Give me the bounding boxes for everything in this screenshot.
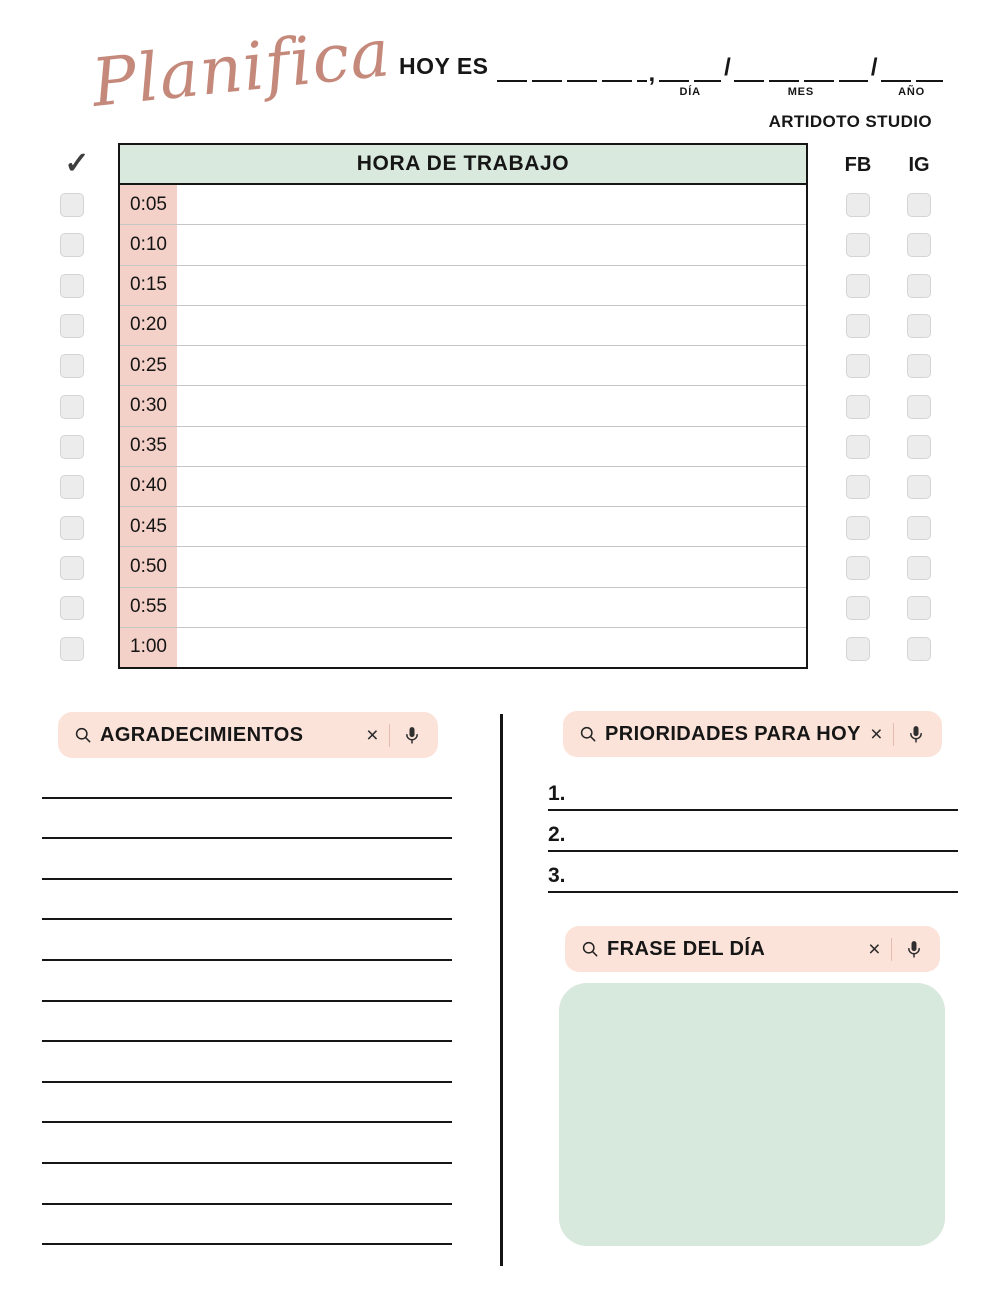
phrase-writing-box[interactable] bbox=[559, 983, 945, 1246]
checkbox-cell bbox=[60, 548, 84, 588]
pill-divider bbox=[893, 723, 895, 746]
column-divider bbox=[500, 714, 503, 1266]
checkbox-cell bbox=[846, 629, 870, 669]
ig-checkbox-column bbox=[907, 185, 931, 669]
worklog-entry-cell[interactable] bbox=[177, 467, 806, 506]
ig-checkbox[interactable] bbox=[907, 314, 931, 338]
fb-checkbox[interactable] bbox=[846, 395, 870, 419]
task-checkbox[interactable] bbox=[60, 193, 84, 217]
task-checkbox[interactable] bbox=[60, 354, 84, 378]
priority-number: 3. bbox=[548, 864, 566, 887]
date-label-year: AÑO bbox=[898, 86, 925, 98]
checkbox-cell bbox=[60, 346, 84, 386]
gratitude-line[interactable] bbox=[42, 839, 452, 880]
gratitude-line[interactable] bbox=[42, 1083, 452, 1124]
worklog-time-label: 1:00 bbox=[120, 628, 177, 667]
clear-icon[interactable]: × bbox=[870, 722, 883, 746]
worklog-time-label: 0:25 bbox=[120, 346, 177, 385]
task-checkbox[interactable] bbox=[60, 233, 84, 257]
worklog-time-label: 0:55 bbox=[120, 588, 177, 627]
checkbox-cell bbox=[846, 306, 870, 346]
date-blank-weekday bbox=[497, 52, 647, 100]
checkbox-cell bbox=[846, 266, 870, 306]
checkbox-cell bbox=[907, 629, 931, 669]
priority-row bbox=[548, 852, 958, 893]
date-blank-month-line[interactable] bbox=[734, 52, 868, 82]
date-blank-year bbox=[881, 52, 943, 100]
worklog-entry-cell[interactable] bbox=[177, 547, 806, 586]
date-row bbox=[399, 52, 943, 100]
worklog-row bbox=[120, 266, 806, 306]
gratitude-line[interactable] bbox=[42, 1042, 452, 1083]
ig-checkbox[interactable] bbox=[907, 193, 931, 217]
worklog-row bbox=[120, 547, 806, 587]
worklog-time-label: 0:20 bbox=[120, 306, 177, 345]
worklog-title: HORA DE TRABAJO bbox=[118, 143, 808, 185]
worklog-entry-cell[interactable] bbox=[177, 507, 806, 546]
worklog-entry-cell[interactable] bbox=[177, 266, 806, 305]
fb-checkbox[interactable] bbox=[846, 314, 870, 338]
gratitude-line[interactable] bbox=[42, 1205, 452, 1246]
priority-row bbox=[548, 811, 958, 852]
task-checkbox[interactable] bbox=[60, 435, 84, 459]
worklog-entry-cell[interactable] bbox=[177, 185, 806, 224]
checkbox-cell bbox=[846, 467, 870, 507]
ig-checkbox[interactable] bbox=[907, 516, 931, 540]
checkbox-cell bbox=[846, 508, 870, 548]
worklog-row bbox=[120, 507, 806, 547]
priority-rows bbox=[548, 770, 958, 893]
worklog-time-label: 0:45 bbox=[120, 507, 177, 546]
checkbox-cell bbox=[60, 629, 84, 669]
worklog-entry-cell[interactable] bbox=[177, 346, 806, 385]
checkbox-cell bbox=[846, 387, 870, 427]
worklog-time-label: 0:35 bbox=[120, 427, 177, 466]
worklog-row bbox=[120, 467, 806, 507]
gratitude-line[interactable] bbox=[42, 1002, 452, 1043]
worklog-entry-cell[interactable] bbox=[177, 588, 806, 627]
worklog-row bbox=[120, 346, 806, 386]
checkbox-cell bbox=[60, 508, 84, 548]
worklog-entry-cell[interactable] bbox=[177, 225, 806, 264]
checkbox-cell bbox=[60, 266, 84, 306]
checkbox-cell bbox=[907, 387, 931, 427]
studio-credit: ARTIDOTO STUDIO bbox=[768, 112, 932, 131]
checkbox-cell bbox=[907, 346, 931, 386]
fb-checkbox[interactable] bbox=[846, 475, 870, 499]
worklog-time-label: 0:10 bbox=[120, 225, 177, 264]
ig-checkbox[interactable] bbox=[907, 596, 931, 620]
worklog-time-label: 0:05 bbox=[120, 185, 177, 224]
worklog-row bbox=[120, 427, 806, 467]
search-icon bbox=[73, 725, 93, 745]
date-blank-weekday-line[interactable] bbox=[497, 52, 647, 82]
pill-divider bbox=[891, 938, 893, 961]
worklog-row bbox=[120, 185, 806, 225]
checkmark-icon: ✓ bbox=[64, 147, 90, 180]
task-checkbox-column bbox=[60, 185, 84, 669]
worklog-time-label: 0:15 bbox=[120, 266, 177, 305]
priority-number: 1. bbox=[548, 782, 566, 805]
checkbox-cell bbox=[907, 225, 931, 265]
checkbox-cell bbox=[60, 427, 84, 467]
checkbox-cell bbox=[907, 427, 931, 467]
search-icon bbox=[578, 724, 598, 744]
ig-checkbox[interactable] bbox=[907, 556, 931, 580]
phrase-header bbox=[565, 926, 940, 972]
task-checkbox[interactable] bbox=[60, 637, 84, 661]
gratitude-line[interactable] bbox=[42, 799, 452, 840]
microphone-icon[interactable] bbox=[402, 725, 422, 745]
date-label-month: MES bbox=[787, 86, 814, 98]
phrase-title: FRASE DEL DÍA bbox=[607, 937, 766, 960]
checkbox-cell bbox=[60, 306, 84, 346]
gratitude-line[interactable] bbox=[42, 758, 452, 799]
worklog-row bbox=[120, 628, 806, 667]
worklog-entry-cell[interactable] bbox=[177, 628, 806, 667]
priority-row bbox=[548, 770, 958, 811]
task-checkbox[interactable] bbox=[60, 314, 84, 338]
worklog-row bbox=[120, 588, 806, 628]
gratitude-line[interactable] bbox=[42, 1164, 452, 1205]
worklog-row bbox=[120, 306, 806, 346]
brand-logo: Planifica bbox=[88, 14, 395, 122]
task-checkbox[interactable] bbox=[60, 475, 84, 499]
checkbox-cell bbox=[907, 508, 931, 548]
ig-checkbox[interactable] bbox=[907, 354, 931, 378]
worklog-entry-cell[interactable] bbox=[177, 386, 806, 425]
fb-checkbox[interactable] bbox=[846, 516, 870, 540]
clear-icon[interactable]: × bbox=[868, 937, 881, 961]
checkbox-cell bbox=[907, 588, 931, 628]
fb-checkbox[interactable] bbox=[846, 193, 870, 217]
ig-checkbox[interactable] bbox=[907, 233, 931, 257]
date-slash-1: / bbox=[724, 54, 731, 81]
checkbox-cell bbox=[907, 467, 931, 507]
ig-checkbox[interactable] bbox=[907, 274, 931, 298]
pill-divider bbox=[389, 724, 391, 747]
ig-checkbox[interactable] bbox=[907, 435, 931, 459]
checkbox-cell bbox=[846, 588, 870, 628]
worklog-time-label: 0:30 bbox=[120, 386, 177, 425]
worklog-row bbox=[120, 386, 806, 426]
date-blank-day-line[interactable] bbox=[659, 52, 721, 82]
checkbox-cell bbox=[846, 548, 870, 588]
gratitude-line[interactable] bbox=[42, 961, 452, 1002]
worklog-entry-cell[interactable] bbox=[177, 306, 806, 345]
checkbox-cell bbox=[907, 306, 931, 346]
worklog-time-label: 0:40 bbox=[120, 467, 177, 506]
fb-checkbox-column bbox=[846, 185, 870, 669]
checkbox-cell bbox=[907, 185, 931, 225]
worklog-time-label: 0:50 bbox=[120, 547, 177, 586]
date-prompt: HOY ES bbox=[399, 53, 489, 79]
task-checkbox[interactable] bbox=[60, 274, 84, 298]
fb-checkbox[interactable] bbox=[846, 233, 870, 257]
worklog-entry-cell[interactable] bbox=[177, 427, 806, 466]
task-checkbox[interactable] bbox=[60, 395, 84, 419]
fb-checkbox[interactable] bbox=[846, 354, 870, 378]
gratitude-header bbox=[58, 712, 438, 758]
ig-checkbox[interactable] bbox=[907, 395, 931, 419]
date-label-day: DÍA bbox=[679, 86, 701, 98]
ig-checkbox[interactable] bbox=[907, 637, 931, 661]
priorities-header bbox=[563, 711, 942, 757]
date-blank-month bbox=[734, 52, 868, 100]
date-slash-2: / bbox=[870, 54, 878, 81]
checkbox-cell bbox=[60, 387, 84, 427]
search-icon bbox=[580, 939, 600, 959]
task-checkbox[interactable] bbox=[60, 556, 84, 580]
checkbox-cell bbox=[60, 467, 84, 507]
fb-checkbox[interactable] bbox=[846, 556, 870, 580]
checkbox-cell bbox=[907, 266, 931, 306]
gratitude-line[interactable] bbox=[42, 1123, 452, 1164]
date-blank-day bbox=[659, 52, 721, 100]
clear-icon[interactable]: × bbox=[366, 723, 379, 747]
fb-checkbox[interactable] bbox=[846, 637, 870, 661]
date-blank-year-line[interactable] bbox=[881, 52, 943, 82]
microphone-icon[interactable] bbox=[906, 724, 926, 744]
gratitude-lines bbox=[42, 758, 452, 1245]
fb-checkbox[interactable] bbox=[846, 596, 870, 620]
fb-checkbox[interactable] bbox=[846, 435, 870, 459]
fb-checkbox[interactable] bbox=[846, 274, 870, 298]
task-checkbox[interactable] bbox=[60, 596, 84, 620]
date-comma: , bbox=[648, 60, 656, 87]
task-checkbox[interactable] bbox=[60, 516, 84, 540]
priorities-title: PRIORIDADES PARA HOY bbox=[605, 722, 861, 745]
worklog-row bbox=[120, 225, 806, 265]
checkbox-cell bbox=[60, 225, 84, 265]
gratitude-line[interactable] bbox=[42, 880, 452, 921]
microphone-icon[interactable] bbox=[904, 939, 924, 959]
worklog-table bbox=[118, 185, 808, 669]
ig-checkbox[interactable] bbox=[907, 475, 931, 499]
checkbox-cell bbox=[60, 185, 84, 225]
checkbox-cell bbox=[846, 346, 870, 386]
ig-column-label: IG bbox=[908, 154, 930, 176]
gratitude-title: AGRADECIMIENTOS bbox=[100, 723, 304, 746]
checkbox-cell bbox=[846, 427, 870, 467]
checkbox-cell bbox=[907, 548, 931, 588]
checkbox-cell bbox=[60, 588, 84, 628]
checkbox-cell bbox=[846, 185, 870, 225]
checkbox-cell bbox=[846, 225, 870, 265]
priority-number: 2. bbox=[548, 823, 566, 846]
fb-column-label: FB bbox=[844, 154, 872, 176]
gratitude-line[interactable] bbox=[42, 920, 452, 961]
